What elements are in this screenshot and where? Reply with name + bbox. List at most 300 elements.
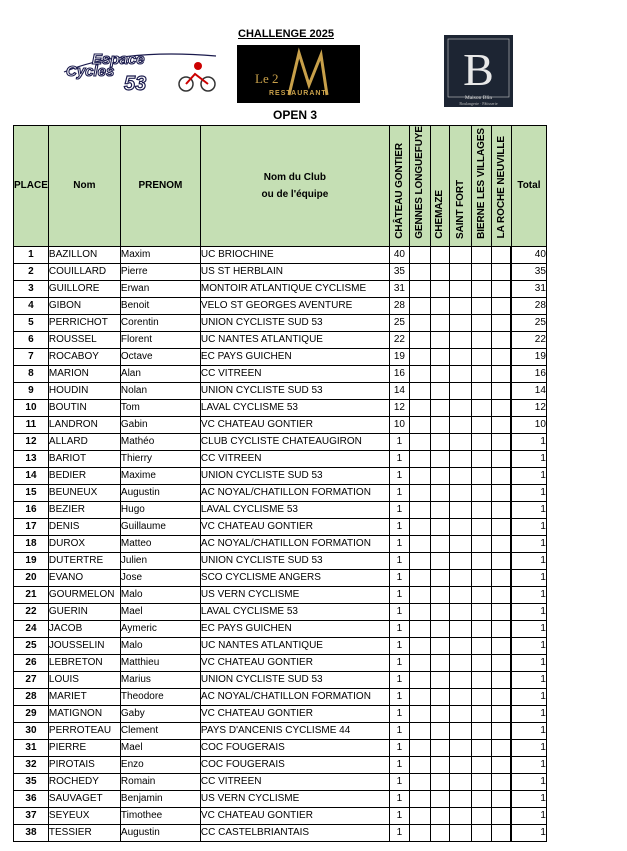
prenom-cell: Romain	[120, 773, 200, 790]
score-chateau-gontier-cell: 1	[389, 790, 409, 807]
club-cell: US VERN CYCLISME	[200, 790, 389, 807]
score-saint-fort-cell	[449, 671, 471, 688]
score-chemaze-cell	[430, 297, 449, 314]
score-la-roche-neuville-cell	[491, 790, 511, 807]
score-gennes-longuefuye-cell	[409, 739, 430, 756]
score-chateau-gontier-cell: 1	[389, 586, 409, 603]
prenom-cell: Augustin	[120, 484, 200, 501]
nom-cell: BEZIER	[48, 501, 120, 518]
score-chemaze-cell	[430, 705, 449, 722]
score-gennes-longuefuye-cell	[409, 246, 430, 263]
score-saint-fort-cell	[449, 705, 471, 722]
score-la-roche-neuville-cell	[491, 450, 511, 467]
score-chateau-gontier-cell: 1	[389, 654, 409, 671]
score-saint-fort-cell	[449, 603, 471, 620]
score-la-roche-neuville-cell	[491, 433, 511, 450]
nom-cell: BEUNEUX	[48, 484, 120, 501]
score-bierne-les-villages-cell	[471, 671, 491, 688]
score-gennes-longuefuye-cell	[409, 654, 430, 671]
club-cell: LAVAL CYCLISME 53	[200, 603, 389, 620]
score-gennes-longuefuye-cell	[409, 484, 430, 501]
score-chemaze-cell	[430, 399, 449, 416]
place-cell: 25	[14, 637, 49, 654]
svg-text:Maison Blin: Maison Blin	[464, 95, 493, 101]
score-bierne-les-villages-cell	[471, 467, 491, 484]
score-saint-fort-cell	[449, 467, 471, 484]
club-cell: EC PAYS GUICHEN	[200, 348, 389, 365]
nom-cell: PIROTAIS	[48, 756, 120, 773]
score-bierne-les-villages-cell	[471, 773, 491, 790]
svg-text:RESTAURANT: RESTAURANT	[269, 90, 327, 97]
table-row	[14, 501, 547, 518]
score-saint-fort-cell	[449, 722, 471, 739]
place-cell: 13	[14, 450, 49, 467]
score-chateau-gontier-cell: 19	[389, 348, 409, 365]
total-cell: 1	[511, 756, 546, 773]
score-chemaze-cell	[430, 535, 449, 552]
score-la-roche-neuville-cell	[491, 552, 511, 569]
table-row	[14, 705, 547, 722]
table-row	[14, 586, 547, 603]
score-chateau-gontier-cell: 1	[389, 705, 409, 722]
score-chemaze-cell	[430, 314, 449, 331]
score-chateau-gontier-cell: 1	[389, 756, 409, 773]
score-saint-fort-cell	[449, 739, 471, 756]
score-la-roche-neuville-cell	[491, 518, 511, 535]
place-cell: 16	[14, 501, 49, 518]
score-gennes-longuefuye-cell	[409, 705, 430, 722]
score-gennes-longuefuye-cell	[409, 773, 430, 790]
score-la-roche-neuville-cell	[491, 773, 511, 790]
score-gennes-longuefuye-cell	[409, 535, 430, 552]
score-chateau-gontier-cell: 1	[389, 807, 409, 824]
club-cell: UNION CYCLISTE SUD 53	[200, 314, 389, 331]
total-cell: 10	[511, 416, 546, 433]
score-la-roche-neuville-cell	[491, 365, 511, 382]
score-bierne-les-villages-cell	[471, 484, 491, 501]
prenom-cell: Julien	[120, 552, 200, 569]
table-row	[14, 569, 547, 586]
maison-blin-logo	[444, 35, 513, 107]
header-nom: Nom	[48, 126, 120, 247]
score-saint-fort-cell	[449, 807, 471, 824]
table-row	[14, 552, 547, 569]
nom-cell: JACOB	[48, 620, 120, 637]
table-row	[14, 620, 547, 637]
header-club-line2: ou de l'équipe	[261, 188, 329, 200]
score-bierne-les-villages-cell	[471, 365, 491, 382]
table-row	[14, 382, 547, 399]
score-bierne-les-villages-cell	[471, 756, 491, 773]
club-cell: US ST HERBLAIN	[200, 263, 389, 280]
score-la-roche-neuville-cell	[491, 756, 511, 773]
nom-cell: BAZILLON	[48, 246, 120, 263]
score-chemaze-cell	[430, 263, 449, 280]
place-cell: 20	[14, 569, 49, 586]
svg-text:Boulangerie · Pâtisserie: Boulangerie · Pâtisserie	[459, 101, 498, 106]
prenom-cell: Marius	[120, 671, 200, 688]
total-cell: 1	[511, 807, 546, 824]
score-saint-fort-cell	[449, 348, 471, 365]
table-row	[14, 399, 547, 416]
header-total: Total	[511, 126, 546, 247]
table-row	[14, 603, 547, 620]
club-cell: CC CASTELBRIANTAIS	[200, 824, 389, 841]
total-cell: 1	[511, 501, 546, 518]
score-bierne-les-villages-cell	[471, 637, 491, 654]
score-la-roche-neuville-cell	[491, 586, 511, 603]
table-row	[14, 297, 547, 314]
header-club	[200, 126, 389, 247]
place-cell: 22	[14, 603, 49, 620]
club-cell: VC CHATEAU GONTIER	[200, 654, 389, 671]
score-chemaze-cell	[430, 603, 449, 620]
score-saint-fort-cell	[449, 450, 471, 467]
place-cell: 31	[14, 739, 49, 756]
score-chemaze-cell	[430, 637, 449, 654]
prenom-cell: Guillaume	[120, 518, 200, 535]
svg-text:B: B	[463, 44, 494, 95]
prenom-cell: Erwan	[120, 280, 200, 297]
score-la-roche-neuville-cell	[491, 535, 511, 552]
place-cell: 14	[14, 467, 49, 484]
place-cell: 19	[14, 552, 49, 569]
score-saint-fort-cell	[449, 365, 471, 382]
prenom-cell: Pierre	[120, 263, 200, 280]
nom-cell: MARION	[48, 365, 120, 382]
score-chemaze-cell	[430, 433, 449, 450]
place-cell: 11	[14, 416, 49, 433]
nom-cell: DUROX	[48, 535, 120, 552]
place-cell: 2	[14, 263, 49, 280]
total-cell: 1	[511, 790, 546, 807]
score-chateau-gontier-cell: 10	[389, 416, 409, 433]
prenom-cell: Benjamin	[120, 790, 200, 807]
score-saint-fort-cell	[449, 535, 471, 552]
place-cell: 8	[14, 365, 49, 382]
score-chemaze-cell	[430, 382, 449, 399]
score-la-roche-neuville-cell	[491, 416, 511, 433]
club-cell: VC CHATEAU GONTIER	[200, 807, 389, 824]
club-cell: COC FOUGERAIS	[200, 739, 389, 756]
nom-cell: LOUIS	[48, 671, 120, 688]
score-gennes-longuefuye-cell	[409, 501, 430, 518]
total-cell: 1	[511, 603, 546, 620]
score-la-roche-neuville-cell	[491, 722, 511, 739]
score-la-roche-neuville-cell	[491, 263, 511, 280]
score-chateau-gontier-cell: 16	[389, 365, 409, 382]
score-chemaze-cell	[430, 416, 449, 433]
score-chateau-gontier-cell: 1	[389, 501, 409, 518]
score-gennes-longuefuye-cell	[409, 348, 430, 365]
score-gennes-longuefuye-cell	[409, 586, 430, 603]
score-bierne-les-villages-cell	[471, 790, 491, 807]
prenom-cell: Timothee	[120, 807, 200, 824]
table-row	[14, 637, 547, 654]
total-cell: 1	[511, 535, 546, 552]
score-bierne-les-villages-cell	[471, 552, 491, 569]
score-bierne-les-villages-cell	[471, 569, 491, 586]
score-gennes-longuefuye-cell	[409, 297, 430, 314]
score-chateau-gontier-cell: 1	[389, 552, 409, 569]
score-chateau-gontier-cell: 1	[389, 637, 409, 654]
table-row	[14, 331, 547, 348]
score-la-roche-neuville-cell	[491, 314, 511, 331]
score-chemaze-cell	[430, 688, 449, 705]
score-bierne-les-villages-cell	[471, 433, 491, 450]
prenom-cell: Theodore	[120, 688, 200, 705]
score-chateau-gontier-cell: 1	[389, 620, 409, 637]
score-chateau-gontier-cell: 25	[389, 314, 409, 331]
total-cell: 12	[511, 399, 546, 416]
score-chateau-gontier-cell: 1	[389, 722, 409, 739]
score-chemaze-cell	[430, 756, 449, 773]
score-la-roche-neuville-cell	[491, 705, 511, 722]
prenom-cell: Malo	[120, 637, 200, 654]
nom-cell: GOURMELON	[48, 586, 120, 603]
total-cell: 31	[511, 280, 546, 297]
score-gennes-longuefuye-cell	[409, 331, 430, 348]
score-la-roche-neuville-cell	[491, 688, 511, 705]
table-row	[14, 535, 547, 552]
prenom-cell: Clement	[120, 722, 200, 739]
score-saint-fort-cell	[449, 484, 471, 501]
score-chateau-gontier-cell: 1	[389, 535, 409, 552]
score-bierne-les-villages-cell	[471, 399, 491, 416]
nom-cell: PERROTEAU	[48, 722, 120, 739]
table-row	[14, 807, 547, 824]
nom-cell: DUTERTRE	[48, 552, 120, 569]
score-gennes-longuefuye-cell	[409, 790, 430, 807]
header-race-chemaze: CHEMAZE	[430, 126, 449, 247]
score-chateau-gontier-cell: 1	[389, 824, 409, 841]
score-saint-fort-cell	[449, 331, 471, 348]
score-gennes-longuefuye-cell	[409, 807, 430, 824]
score-chemaze-cell	[430, 586, 449, 603]
nom-cell: HOUDIN	[48, 382, 120, 399]
score-gennes-longuefuye-cell	[409, 637, 430, 654]
table-row	[14, 518, 547, 535]
nom-cell: GUERIN	[48, 603, 120, 620]
club-cell: AC NOYAL/CHATILLON FORMATION	[200, 484, 389, 501]
nom-cell: ROCHEDY	[48, 773, 120, 790]
score-la-roche-neuville-cell	[491, 246, 511, 263]
score-gennes-longuefuye-cell	[409, 467, 430, 484]
table-row	[14, 348, 547, 365]
prenom-cell: Mael	[120, 739, 200, 756]
prenom-cell: Matthieu	[120, 654, 200, 671]
score-chateau-gontier-cell: 1	[389, 739, 409, 756]
score-chemaze-cell	[430, 484, 449, 501]
score-saint-fort-cell	[449, 280, 471, 297]
club-cell: VC CHATEAU GONTIER	[200, 705, 389, 722]
total-cell: 1	[511, 569, 546, 586]
score-gennes-longuefuye-cell	[409, 620, 430, 637]
table-row	[14, 246, 547, 263]
score-gennes-longuefuye-cell	[409, 603, 430, 620]
score-chemaze-cell	[430, 365, 449, 382]
score-saint-fort-cell	[449, 569, 471, 586]
score-chateau-gontier-cell: 12	[389, 399, 409, 416]
club-cell: EC PAYS GUICHEN	[200, 620, 389, 637]
place-cell: 27	[14, 671, 49, 688]
score-bierne-les-villages-cell	[471, 280, 491, 297]
club-cell: US VERN CYCLISME	[200, 586, 389, 603]
prenom-cell: Mael	[120, 603, 200, 620]
table-row	[14, 756, 547, 773]
score-saint-fort-cell	[449, 297, 471, 314]
score-chemaze-cell	[430, 739, 449, 756]
club-cell: UNION CYCLISTE SUD 53	[200, 671, 389, 688]
score-la-roche-neuville-cell	[491, 637, 511, 654]
score-la-roche-neuville-cell	[491, 739, 511, 756]
table-row	[14, 280, 547, 297]
table-row	[14, 467, 547, 484]
score-saint-fort-cell	[449, 263, 471, 280]
score-saint-fort-cell	[449, 790, 471, 807]
score-bierne-les-villages-cell	[471, 722, 491, 739]
table-row	[14, 824, 547, 841]
total-cell: 1	[511, 705, 546, 722]
score-la-roche-neuville-cell	[491, 501, 511, 518]
score-gennes-longuefuye-cell	[409, 382, 430, 399]
score-chemaze-cell	[430, 620, 449, 637]
total-cell: 16	[511, 365, 546, 382]
score-saint-fort-cell	[449, 688, 471, 705]
club-cell: UNION CYCLISTE SUD 53	[200, 552, 389, 569]
score-saint-fort-cell	[449, 586, 471, 603]
score-saint-fort-cell	[449, 518, 471, 535]
score-saint-fort-cell	[449, 756, 471, 773]
score-gennes-longuefuye-cell	[409, 552, 430, 569]
score-saint-fort-cell	[449, 416, 471, 433]
place-cell: 3	[14, 280, 49, 297]
score-gennes-longuefuye-cell	[409, 263, 430, 280]
score-bierne-les-villages-cell	[471, 654, 491, 671]
score-chateau-gontier-cell: 28	[389, 297, 409, 314]
nom-cell: PIERRE	[48, 739, 120, 756]
score-saint-fort-cell	[449, 654, 471, 671]
total-cell: 1	[511, 586, 546, 603]
score-chateau-gontier-cell: 1	[389, 467, 409, 484]
score-chateau-gontier-cell: 1	[389, 518, 409, 535]
place-cell: 30	[14, 722, 49, 739]
score-gennes-longuefuye-cell	[409, 314, 430, 331]
nom-cell: SEYEUX	[48, 807, 120, 824]
score-bierne-les-villages-cell	[471, 603, 491, 620]
club-cell: UNION CYCLISTE SUD 53	[200, 382, 389, 399]
club-cell: VC CHATEAU GONTIER	[200, 518, 389, 535]
place-cell: 1	[14, 246, 49, 263]
club-cell: CC VITREEN	[200, 365, 389, 382]
score-bierne-les-villages-cell	[471, 501, 491, 518]
table-row	[14, 365, 547, 382]
header-race-la-roche-neuville: LA ROCHE NEUVILLE	[491, 126, 511, 247]
score-gennes-longuefuye-cell	[409, 722, 430, 739]
score-la-roche-neuville-cell	[491, 399, 511, 416]
score-chemaze-cell	[430, 467, 449, 484]
place-cell: 12	[14, 433, 49, 450]
score-la-roche-neuville-cell	[491, 348, 511, 365]
place-cell: 5	[14, 314, 49, 331]
score-saint-fort-cell	[449, 620, 471, 637]
score-saint-fort-cell	[449, 501, 471, 518]
prenom-cell: Enzo	[120, 756, 200, 773]
score-bierne-les-villages-cell	[471, 739, 491, 756]
nom-cell: PERRICHOT	[48, 314, 120, 331]
score-la-roche-neuville-cell	[491, 807, 511, 824]
score-saint-fort-cell	[449, 399, 471, 416]
prenom-cell: Maxim	[120, 246, 200, 263]
score-la-roche-neuville-cell	[491, 382, 511, 399]
prenom-cell: Florent	[120, 331, 200, 348]
table-row	[14, 739, 547, 756]
place-cell: 38	[14, 824, 49, 841]
place-cell: 24	[14, 620, 49, 637]
place-cell: 36	[14, 790, 49, 807]
score-chemaze-cell	[430, 246, 449, 263]
score-la-roche-neuville-cell	[491, 331, 511, 348]
club-cell: UC NANTES ATLANTIQUE	[200, 331, 389, 348]
score-chateau-gontier-cell: 22	[389, 331, 409, 348]
score-saint-fort-cell	[449, 314, 471, 331]
place-cell: 6	[14, 331, 49, 348]
club-cell: SCO CYCLISME ANGERS	[200, 569, 389, 586]
nom-cell: ROUSSEL	[48, 331, 120, 348]
place-cell: 29	[14, 705, 49, 722]
score-bierne-les-villages-cell	[471, 348, 491, 365]
header-race-bierne-les-villages: BIERNE LES VILLAGES	[471, 126, 491, 247]
place-cell: 10	[14, 399, 49, 416]
score-chemaze-cell	[430, 280, 449, 297]
club-cell: CLUB CYCLISTE CHATEAUGIRON	[200, 433, 389, 450]
total-cell: 1	[511, 620, 546, 637]
place-cell: 4	[14, 297, 49, 314]
prenom-cell: Malo	[120, 586, 200, 603]
club-cell: LAVAL CYCLISME 53	[200, 399, 389, 416]
total-cell: 1	[511, 433, 546, 450]
score-saint-fort-cell	[449, 637, 471, 654]
total-cell: 1	[511, 773, 546, 790]
place-cell: 35	[14, 773, 49, 790]
score-chateau-gontier-cell: 1	[389, 484, 409, 501]
club-cell: CC VITREEN	[200, 773, 389, 790]
score-bierne-les-villages-cell	[471, 297, 491, 314]
score-la-roche-neuville-cell	[491, 671, 511, 688]
score-saint-fort-cell	[449, 824, 471, 841]
score-saint-fort-cell	[449, 433, 471, 450]
score-la-roche-neuville-cell	[491, 620, 511, 637]
score-bierne-les-villages-cell	[471, 620, 491, 637]
score-saint-fort-cell	[449, 773, 471, 790]
table-row	[14, 416, 547, 433]
score-gennes-longuefuye-cell	[409, 756, 430, 773]
table-row	[14, 722, 547, 739]
nom-cell: COUILLARD	[48, 263, 120, 280]
results-table	[13, 125, 547, 842]
total-cell: 1	[511, 722, 546, 739]
club-cell: MONTOIR ATLANTIQUE CYCLISME	[200, 280, 389, 297]
score-chateau-gontier-cell: 1	[389, 688, 409, 705]
results-body	[14, 246, 547, 841]
club-cell: CC VITREEN	[200, 450, 389, 467]
table-row	[14, 433, 547, 450]
score-chemaze-cell	[430, 450, 449, 467]
score-chemaze-cell	[430, 722, 449, 739]
place-cell: 32	[14, 756, 49, 773]
score-chateau-gontier-cell: 1	[389, 773, 409, 790]
nom-cell: BOUTIN	[48, 399, 120, 416]
